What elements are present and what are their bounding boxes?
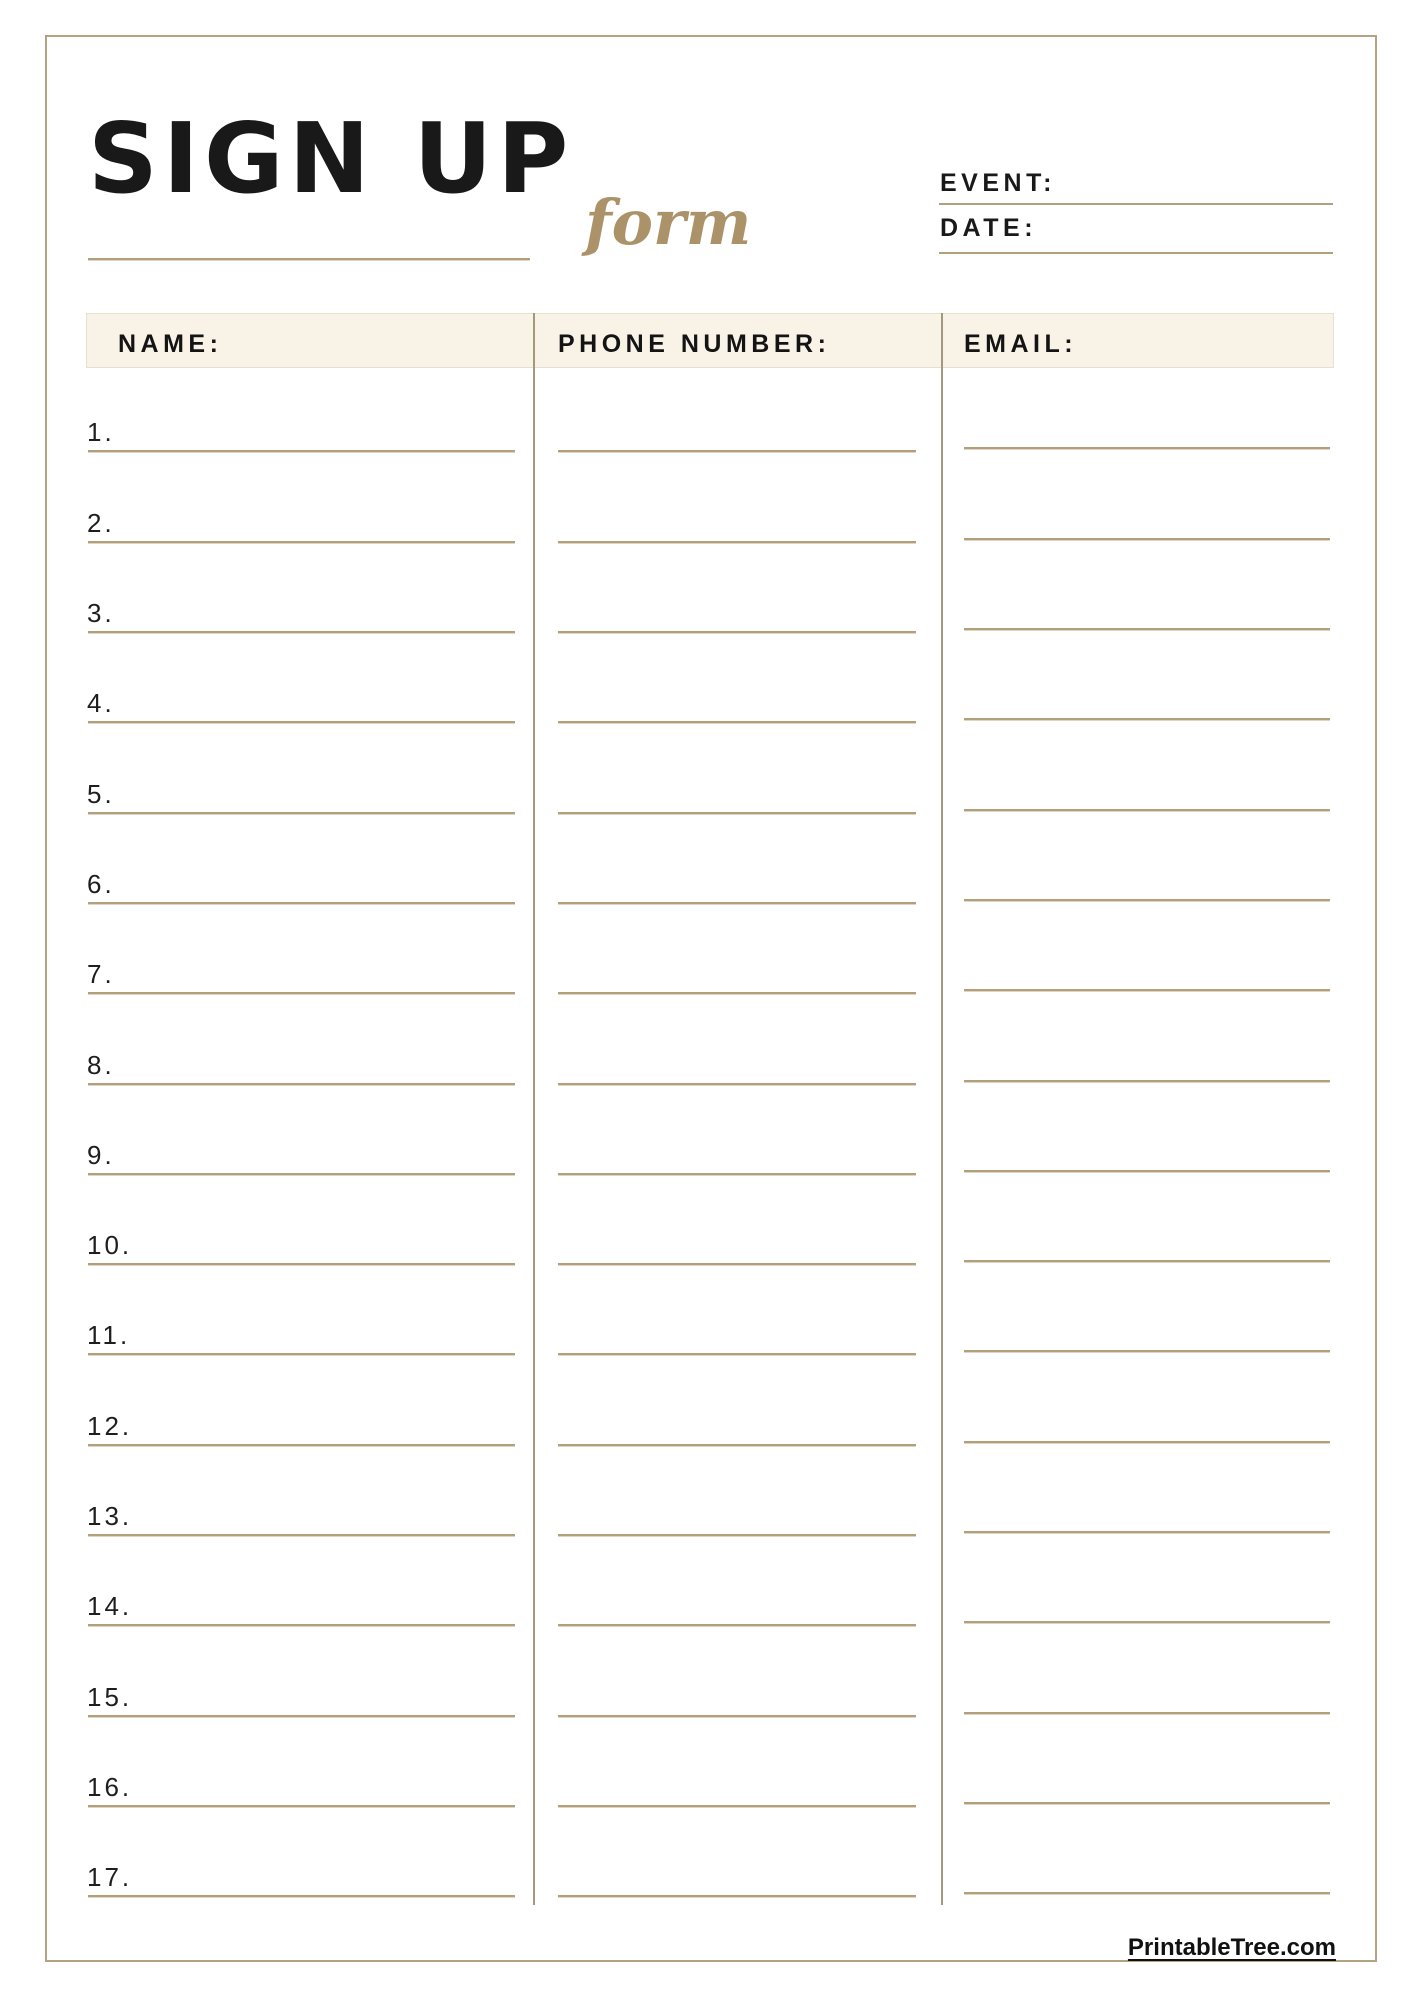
page-title: SIGN UP xyxy=(88,102,574,215)
email-input-line[interactable] xyxy=(964,1350,1330,1353)
email-input-line[interactable] xyxy=(964,1260,1330,1263)
email-input-line[interactable] xyxy=(964,538,1330,541)
row-number: 2. xyxy=(87,507,115,538)
row-number: 5. xyxy=(87,778,115,809)
column-header-name: NAME: xyxy=(118,330,223,358)
table-row xyxy=(86,1627,1334,1717)
row-number: 10. xyxy=(87,1230,133,1261)
table-row xyxy=(86,1176,1334,1266)
row-number: 14. xyxy=(87,1591,133,1622)
date-label: DATE: xyxy=(940,214,1038,242)
row-number: 9. xyxy=(87,1139,115,1170)
row-number: 15. xyxy=(87,1681,133,1712)
title-underline xyxy=(88,258,530,261)
row-number: 16. xyxy=(87,1772,133,1802)
email-input-line[interactable] xyxy=(964,1531,1330,1534)
email-input-line[interactable] xyxy=(964,447,1330,450)
email-input-line[interactable] xyxy=(964,628,1330,631)
row-number: 11. xyxy=(87,1320,131,1351)
name-input-line[interactable] xyxy=(88,1895,515,1898)
table-row xyxy=(86,905,1334,995)
email-input-line[interactable] xyxy=(964,989,1330,992)
row-number: 17. xyxy=(87,1862,133,1893)
table-row xyxy=(86,1808,1334,1898)
column-header-phone: PHONE NUMBER: xyxy=(558,330,831,358)
table-row xyxy=(86,1086,1334,1176)
row-number: 12. xyxy=(87,1410,133,1441)
email-input-line[interactable] xyxy=(964,1892,1330,1895)
row-number: 7. xyxy=(87,959,115,990)
email-input-line[interactable] xyxy=(964,718,1330,721)
row-number: 1. xyxy=(87,417,115,448)
table-row xyxy=(86,1266,1334,1356)
email-input-line[interactable] xyxy=(964,899,1330,902)
table-row xyxy=(86,634,1334,724)
event-input-line[interactable] xyxy=(939,203,1333,205)
table-row xyxy=(86,363,1334,453)
email-input-line[interactable] xyxy=(964,809,1330,812)
email-input-line[interactable] xyxy=(964,1621,1330,1624)
table-row xyxy=(86,815,1334,905)
table-row xyxy=(86,1356,1334,1446)
email-input-line[interactable] xyxy=(964,1441,1330,1444)
table-row xyxy=(86,544,1334,634)
column-header-email: EMAIL: xyxy=(964,330,1078,358)
table-row xyxy=(86,724,1334,814)
email-input-line[interactable] xyxy=(964,1080,1330,1083)
table-row xyxy=(86,1718,1334,1808)
phone-input-line[interactable] xyxy=(558,1895,916,1898)
table-row xyxy=(86,453,1334,543)
row-number: 8. xyxy=(87,1049,115,1080)
row-number: 13. xyxy=(87,1501,133,1532)
table-row xyxy=(86,995,1334,1085)
subtitle-script: form xyxy=(585,186,752,259)
row-number: 4. xyxy=(87,688,115,719)
row-number: 3. xyxy=(87,597,115,628)
table-row xyxy=(86,1537,1334,1627)
row-number: 6. xyxy=(87,868,115,899)
date-input-line[interactable] xyxy=(939,252,1333,254)
footer-link[interactable]: PrintableTree.com xyxy=(1127,1934,1336,1961)
email-input-line[interactable] xyxy=(964,1802,1330,1805)
table-row xyxy=(86,1447,1334,1537)
email-input-line[interactable] xyxy=(964,1712,1330,1715)
email-input-line[interactable] xyxy=(964,1170,1330,1173)
table-rows xyxy=(86,363,1334,1898)
event-label: EVENT: xyxy=(940,169,1056,197)
